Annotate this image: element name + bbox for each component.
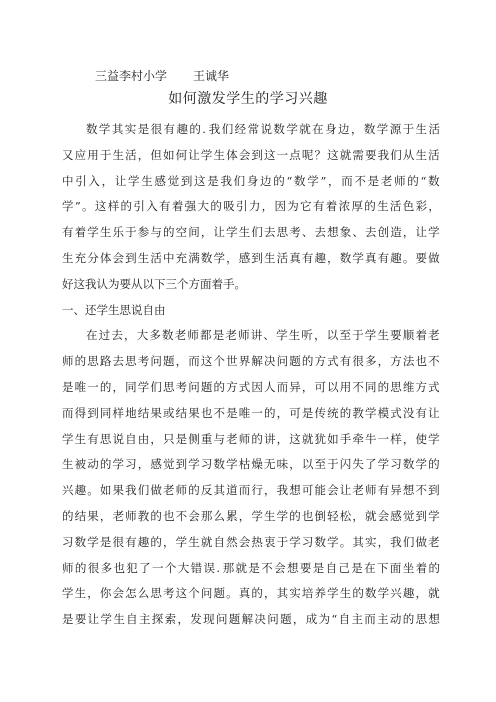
paragraph-line: 兴 趣 。 如 果 我 们 做 老 师 的 反 其 道 而 行 ， 我 想 可 能 会 让 老 师 有 异 想 不 到: [62, 483, 440, 498]
paragraph-line: 习 数 学 是 很 有 趣 的 ， 学 生 就 自 然 会 热 衷 于 学 习 数 学 。 其 实 ， 我 们 做 老: [62, 534, 440, 549]
paragraph-line: 学 ” 。 这 样 的 引 入 有 着 强 大 的 吸 引 力 ， 因 为 它 有 着 浓 厚 的 生 活 色 彩 ，: [62, 199, 440, 214]
paragraph-line: 生 被 动 的 学 习 ， 感 觉 到 学 习 数 学 枯 燥 无 味 ， 以 至 于 闪 失 了 学 习 数 学 的: [62, 457, 440, 472]
paragraph-line: 学 生 ， 你 会 怎 么 思 考 这 个 问 题 。 真 的 ， 其 实 培 养 学 生 的 数 学 兴 趣 ， 就: [62, 586, 440, 601]
paragraph-line: 是 要 让 学 生 自 主 探 索 ， 发 现 问 题 解 决 问 题 ， 成 为 “ 自 主 而 主 动 的 思 想: [62, 612, 440, 627]
section-heading: 一、还学生思说自由: [62, 302, 166, 317]
paragraph-line: 学 生 有 思 说 自 由 ， 只 是 侧 重 与 老 师 的 讲 ， 这 就 犹 如 手 牵 牛 一 样 ， 使 学: [62, 431, 440, 446]
paragraph-line: 的 结 果 ， 老 师 教 的 也 不 会 那 么 累 ， 学 生 学 的 也 倒 轻 松 ， 就 会 感 觉 到 学: [62, 508, 440, 523]
paragraph-line: 师 的 思 路 去 思 考 问 题 ， 而 这 个 世 界 解 决 问 题 的 方 式 有 很 多 ， 方 法 也 不: [62, 354, 440, 369]
paragraph-line: 师 的 很 多 也 犯 了 一 个 大 错 误 . 那 就 是 不 会 想 要 是 自 己 是 在 下 面 坐 着 的: [62, 560, 440, 575]
paragraph-line: 而 得 到 同 样 地 结 果 或 结 果 也 不 是 唯 一 的 ， 可 是 传 统 的 教 学 模 式 没 有 让: [62, 405, 440, 420]
author-name: 王诚华: [193, 69, 230, 83]
school-name: 三益李村小学: [95, 69, 168, 83]
paragraph-line: 数 学 其 实 是 很 有 趣 的 . 我 们 经 常 说 数 学 就 在 身 边 ， 数 学 源 于 生 活: [86, 122, 440, 136]
paragraph-line: 中 引 入 ， 让 学 生 感 觉 到 这 是 我 们 身 边 的 “ 数 学 ” ， 而 不 是 老 师 的 “ 数: [62, 173, 440, 188]
paragraph-line: 生 充 分 体 会 到 生 活 中 充 满 数 学 ， 感 到 生 活 真 有 趣 ， 数 学 真 有 趣 。 要 做: [62, 250, 440, 265]
document-title: 如何激发学生的学习兴趣: [168, 91, 328, 107]
paragraph-line: 在 过 去 ， 大 多 数 老 师 都 是 老 师 讲 、 学 生 听 ， 以 至 于 学 生 要 顺 着 老: [86, 328, 440, 343]
paragraph-line: 好这我认为要从以下三个方面着手。: [62, 276, 246, 291]
paragraph-line: 又 应 用 于 生 活 ， 但 如 何 让 学 生 体 会 到 这 一 点 呢 ？ 这 就 需 要 我 们 从 生 活: [62, 147, 440, 162]
paragraph-line: 有 着 学 生 乐 于 参 与 的 空 间 ， 让 学 生 们 去 思 考 、 去 想 象 、 去 创 造 ， 让 学: [62, 225, 440, 240]
paragraph-line: 是 唯 一 的 ， 同 学 们 思 考 问 题 的 方 式 因 人 而 异 ， 可 以 用 不 同 的 思 维 方 式: [62, 379, 440, 394]
author-line: [95, 68, 229, 84]
document-body: [62, 117, 440, 633]
